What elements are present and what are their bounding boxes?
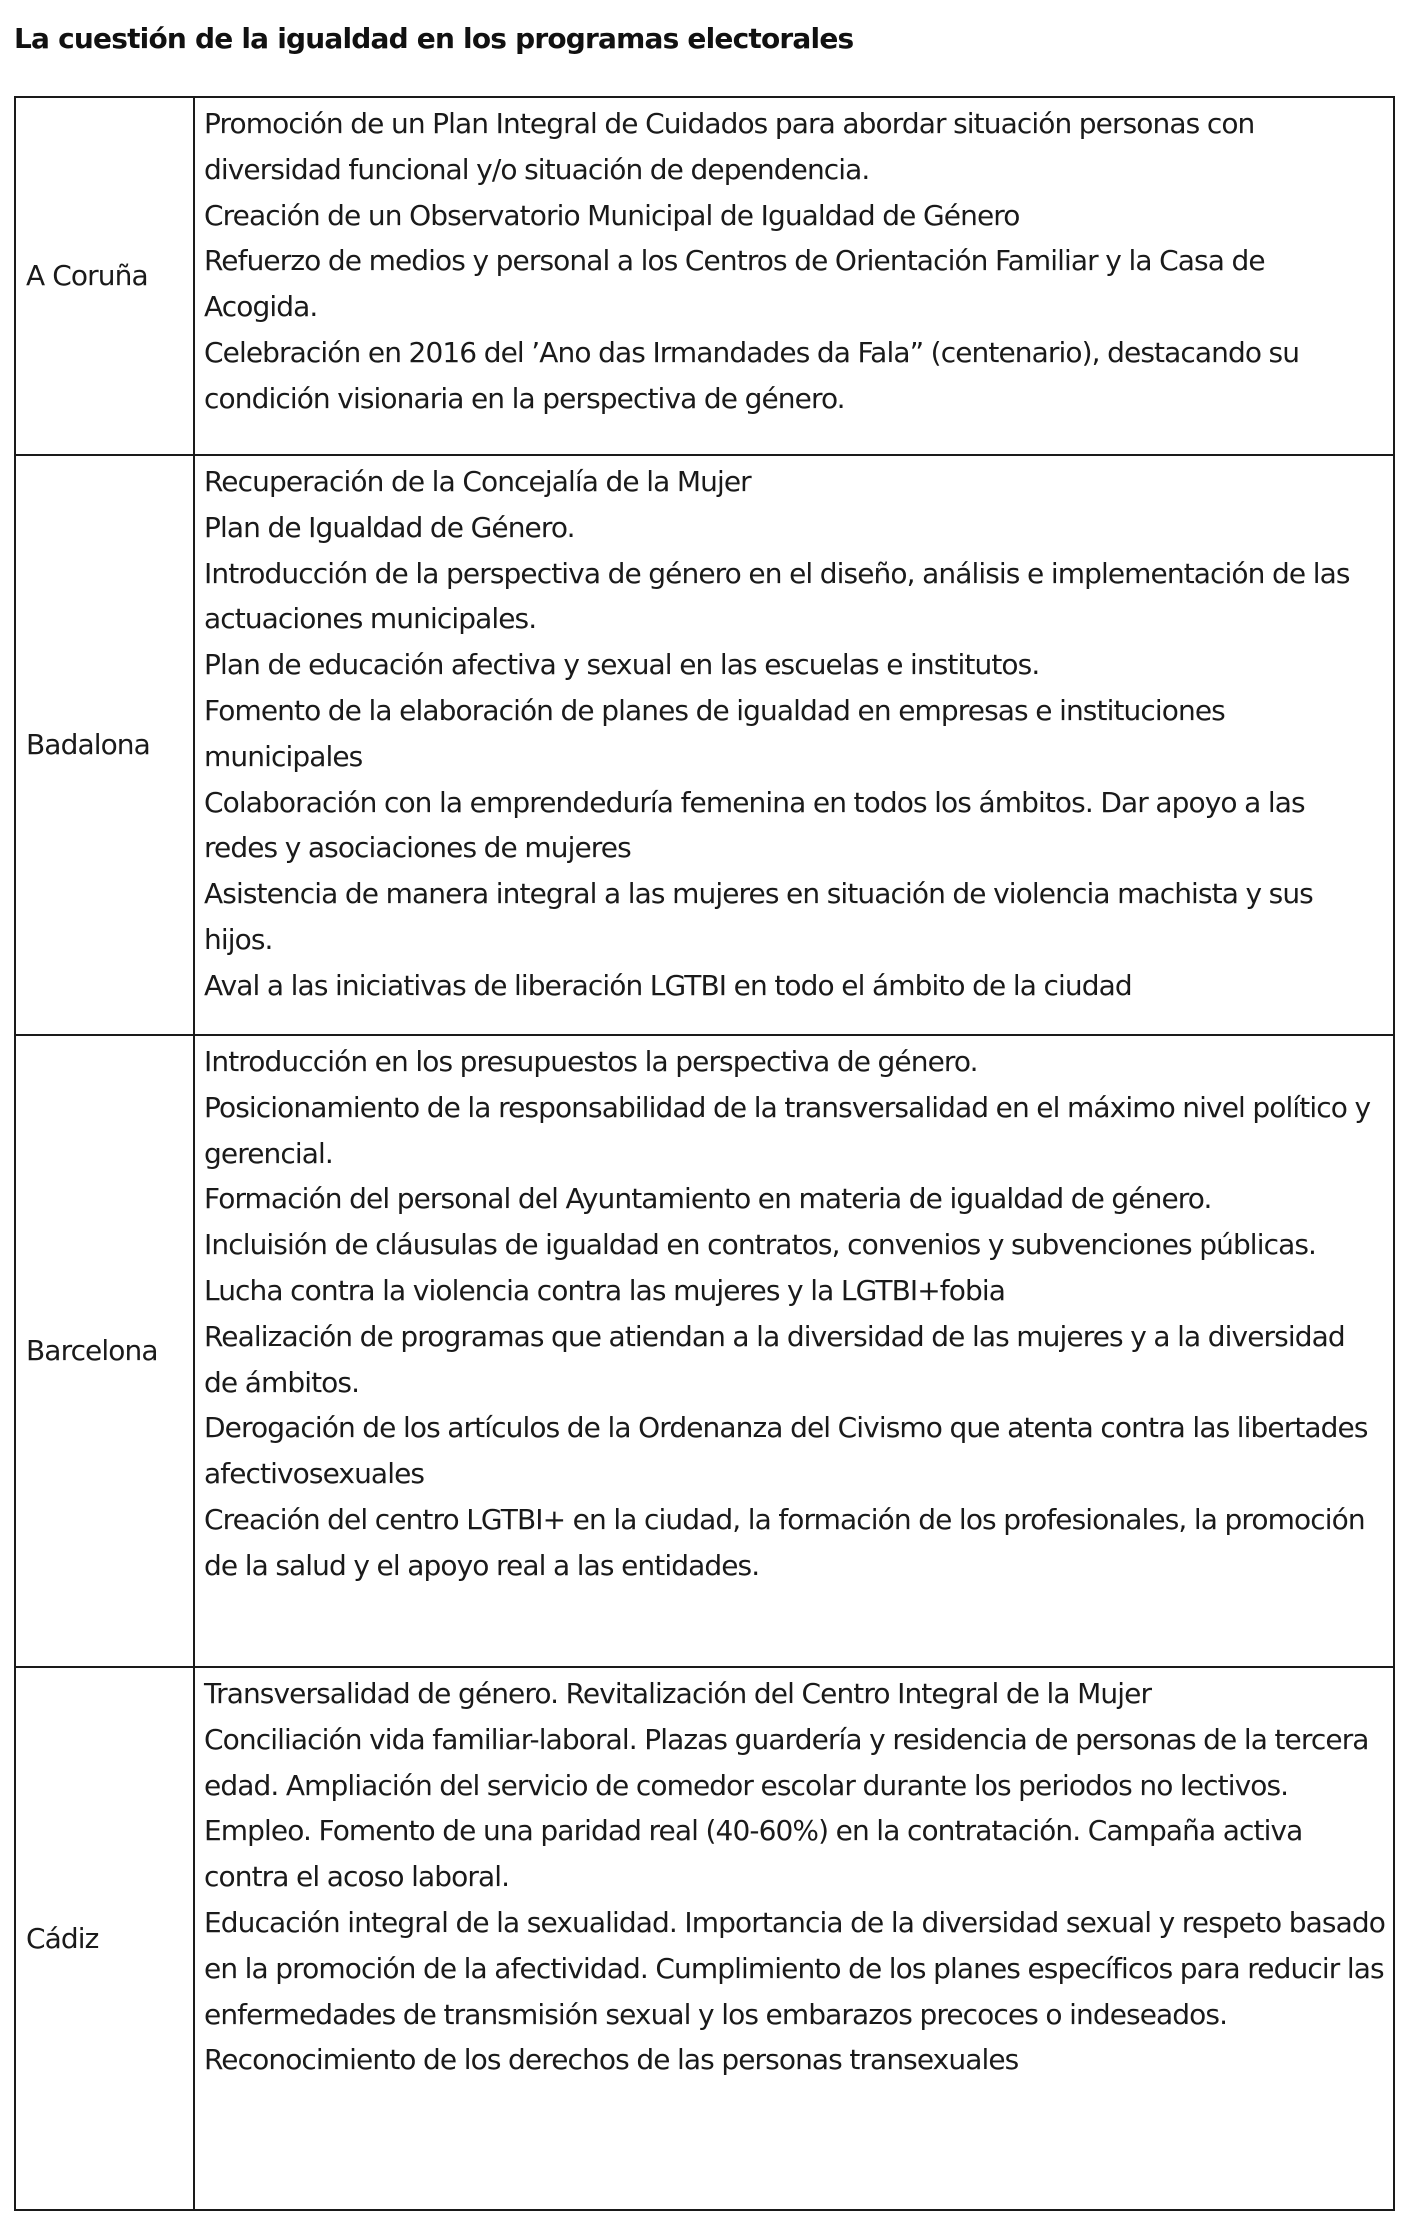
measures-table bbox=[14, 96, 1395, 2211]
measure-item: Asistencia de manera integral a las mujeres en situación de violencia machista y sus hijos. bbox=[204, 877, 1313, 956]
table-row-barcelona bbox=[16, 1036, 1395, 1668]
measure-item: Colaboración con la emprendeduría femenina en todos los ámbitos. Dar apoyo a las redes y asociaciones de mujeres bbox=[204, 785, 1305, 865]
measure-item: Derogación de los artículos de la Ordenanza del Civismo que atenta contra las libertades afectivosexuales bbox=[204, 1411, 1368, 1491]
measure-item: Educación integral de la sexualidad. Importancia de la diversidad sexual y respeto basado en la promoción de la afectividad. Cumplimiento de los planes específicos para reducir las enfermedades de transmisión sexual y los embarazos precoces o indeseados. bbox=[204, 1905, 1385, 2031]
measure-item: Reconocimiento de los derechos de las personas transexuales bbox=[204, 2043, 1019, 2077]
measure-item: Plan de educación afectiva y sexual en las escuelas e institutos. bbox=[204, 648, 1040, 682]
measure-item: Recuperación de la Concejalía de la Mujer bbox=[204, 465, 751, 498]
table-row-badalona bbox=[16, 456, 1395, 1036]
measure-item: Creación del centro LGTBI+ en la ciudad, la formación de los profesionales, la promoción de la salud y el apoyo real a las entidades. bbox=[204, 1502, 1365, 1582]
measure-item: Conciliación vida familiar-laboral. Plazas guardería y residencia de personas de la tercera edad. Ampliación del servicio de comedor escolar durante los periodos no lectivos. bbox=[204, 1722, 1369, 1802]
city-cell: Cádiz bbox=[16, 1668, 195, 2209]
measure-item: Fomento de la elaboración de planes de igualdad en empresas e instituciones municipales bbox=[204, 693, 1225, 773]
measure-item: Introducción en los presupuestos la perspectiva de género. bbox=[204, 1045, 978, 1078]
measure-item: Aval a las iniciativas de liberación LGTBI en todo el ámbito de la ciudad bbox=[204, 968, 1132, 1002]
table-row-a-coruna bbox=[16, 98, 1395, 456]
measure-item: Empleo. Fomento de una paridad real (40-60%) en la contratación. Campaña activa contra el acoso laboral. bbox=[204, 1814, 1303, 1894]
measure-item: Incluisión de cláusulas de igualdad en contratos, convenios y subvenciones públicas. bbox=[204, 1228, 1317, 1262]
measure-item: Introducción de la perspectiva de género en el diseño, análisis e implementación de las actuaciones municipales. bbox=[204, 556, 1350, 636]
measure-item: Plan de Igualdad de Género. bbox=[204, 510, 575, 544]
table-row-cadiz bbox=[16, 1668, 1395, 2211]
measure-item: Transversalidad de género. Revitalización del Centro Integral de la Mujer bbox=[204, 1677, 1152, 1710]
measure-item: Refuerzo de medios y personal a los Centros de Orientación Familiar y la Casa de Acogida. bbox=[204, 244, 1265, 324]
measure-item: Celebración en 2016 del ’Ano das Irmandades da Fala” (centenario), destacando su condición visionaria en la perspectiva de género. bbox=[204, 335, 1300, 415]
city-cell: A Coruña bbox=[16, 98, 195, 454]
page-title: La cuestión de la igualdad en los programas electorales bbox=[14, 22, 854, 55]
measures-cell bbox=[195, 1036, 1395, 1666]
measure-item: Promoción de un Plan Integral de Cuidados para abordar situación personas con diversidad funcional y/o situación de dependencia. bbox=[204, 107, 1255, 186]
measure-item: Posicionamiento de la responsabilidad de la transversalidad en el máximo nivel político y gerencial. bbox=[204, 1090, 1371, 1170]
measures-cell bbox=[195, 1668, 1395, 2209]
measure-item: Lucha contra la violencia contra las mujeres y la LGTBI+fobia bbox=[204, 1273, 1005, 1307]
measure-item: Creación de un Observatorio Municipal de Igualdad de Género bbox=[204, 198, 1020, 232]
measures-cell bbox=[195, 98, 1395, 454]
measures-cell bbox=[195, 456, 1395, 1034]
measure-item: Realización de programas que atiendan a la diversidad de las mujeres y a la diversidad de ámbitos. bbox=[204, 1319, 1345, 1399]
city-cell: Badalona bbox=[16, 456, 195, 1034]
city-cell: Barcelona bbox=[16, 1036, 195, 1666]
measure-item: Formación del personal del Ayuntamiento en materia de igualdad de género. bbox=[204, 1182, 1212, 1216]
